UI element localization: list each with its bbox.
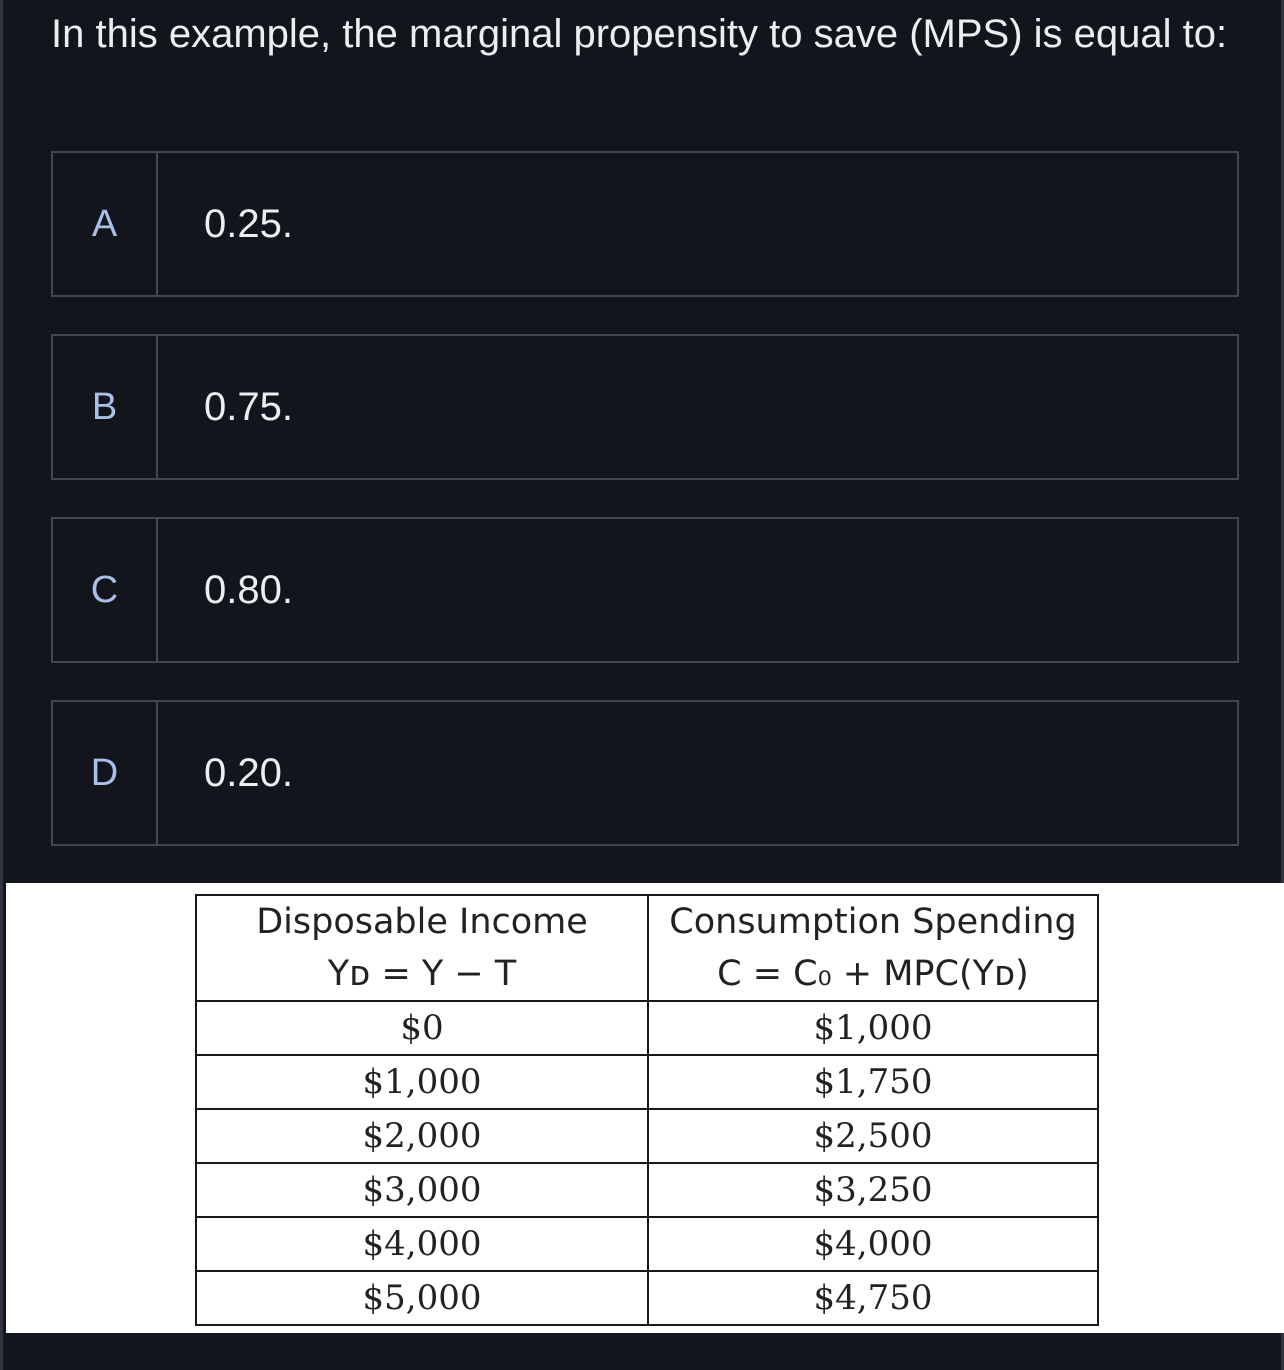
table-row <box>196 1001 1098 1055</box>
consumption-cell: $1,000 <box>648 1001 1098 1055</box>
consumption-cell: $3,250 <box>648 1163 1098 1217</box>
option-letter: C <box>53 519 158 661</box>
table-row <box>196 1055 1098 1109</box>
income-cell: $3,000 <box>196 1163 648 1217</box>
income-cell: $5,000 <box>196 1271 648 1325</box>
option-text: 0.80. <box>204 567 293 612</box>
option-c[interactable] <box>51 517 1239 663</box>
income-cell: $2,000 <box>196 1109 648 1163</box>
consumption-cell: $2,500 <box>648 1109 1098 1163</box>
income-cell: $4,000 <box>196 1217 648 1271</box>
option-a[interactable] <box>51 151 1239 297</box>
option-text: 0.25. <box>204 201 293 246</box>
consumption-cell: $1,750 <box>648 1055 1098 1109</box>
consumption-cell: $4,000 <box>648 1217 1098 1271</box>
option-d[interactable] <box>51 700 1239 846</box>
option-letter: B <box>53 336 158 478</box>
option-text: 0.75. <box>204 384 293 429</box>
option-letter: A <box>53 153 158 295</box>
header-title: Disposable Income <box>256 902 588 942</box>
header-formula: Yᴅ = Y − T <box>327 954 517 994</box>
table-row <box>196 1271 1098 1325</box>
option-letter: D <box>53 702 158 844</box>
option-text: 0.20. <box>204 750 293 795</box>
table-row <box>196 1217 1098 1271</box>
header-disposable-income <box>196 895 648 1001</box>
header-title: Consumption Spending <box>669 902 1077 942</box>
header-formula: C = C₀ + MPC(Yᴅ) <box>717 954 1029 994</box>
table-row <box>196 1109 1098 1163</box>
income-cell: $1,000 <box>196 1055 648 1109</box>
table-image <box>6 883 1284 1333</box>
table-row <box>196 1163 1098 1217</box>
table-header-row <box>196 895 1098 1001</box>
question-text: In this example, the marginal propensity to save (MPS) is equal to: <box>51 12 1228 56</box>
income-cell: $0 <box>196 1001 648 1055</box>
option-b[interactable] <box>51 334 1239 480</box>
header-consumption-spending <box>648 895 1098 1001</box>
consumption-cell: $4,750 <box>648 1271 1098 1325</box>
income-consumption-table <box>195 894 1099 1326</box>
